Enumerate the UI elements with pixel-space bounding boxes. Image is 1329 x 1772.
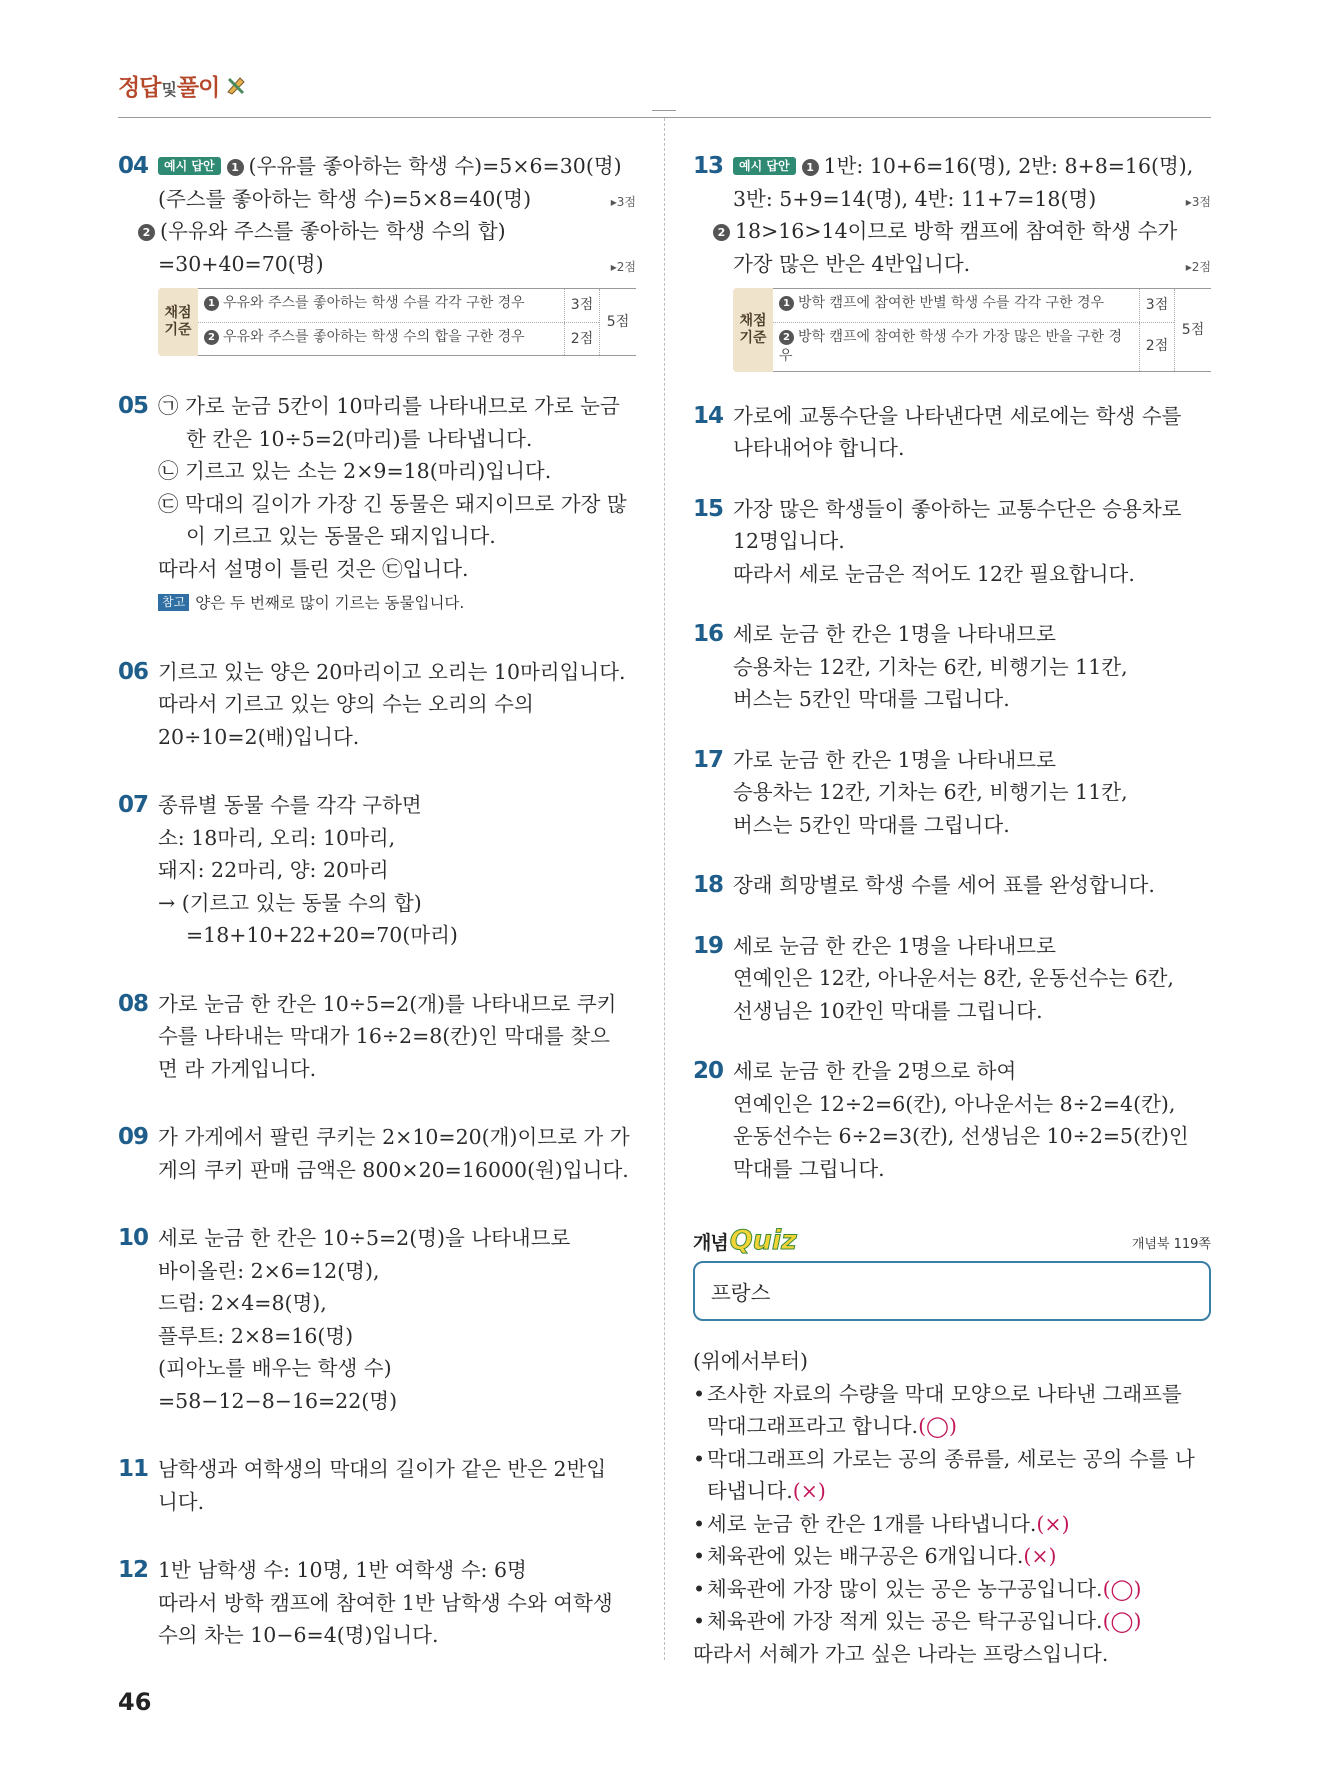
text-line: 체육관에 가장 많이 있는 공은 농구공입니다. bbox=[707, 1576, 1103, 1601]
text-line: 가 가게에서 팔린 쿠키는 2×10=20(개)이므로 가 가 bbox=[158, 1125, 630, 1149]
question-number: 10 bbox=[118, 1225, 149, 1251]
text-line: ㉢ 막대의 길이가 가장 긴 동물은 돼지이므로 가장 많 bbox=[158, 491, 627, 516]
text-line: 3반: 5+9=14(명), 4반: 11+7=18(명) bbox=[733, 186, 1097, 211]
quiz-answer-box bbox=[693, 1261, 1211, 1321]
answer-04 bbox=[118, 150, 636, 356]
text-line: 가로 눈금 한 칸은 10÷5=2(개)를 나타내므로 쿠키 bbox=[158, 991, 617, 1016]
question-number: 08 bbox=[118, 990, 149, 1017]
text-line: 게의 쿠키 판매 금액은 800×20=16000(원)입니다. bbox=[158, 1157, 629, 1182]
pencil-ruler-icon bbox=[225, 73, 249, 97]
text-line: 니다. bbox=[158, 1489, 205, 1514]
criteria-points: 2점 bbox=[1139, 323, 1174, 371]
correct-mark: (◯) bbox=[918, 1414, 958, 1438]
wrong-mark: (×) bbox=[1023, 1544, 1057, 1568]
criteria-text: 우유와 주스를 좋아하는 학생 수의 합을 구한 경우 bbox=[223, 328, 525, 345]
text-line: → (기르고 있는 동물 수의 합) bbox=[158, 890, 422, 915]
question-number: 13 bbox=[693, 153, 724, 179]
text-line: 타냅니다. bbox=[707, 1479, 793, 1503]
text-line: 종류별 동물 수를 각각 구하면 bbox=[158, 793, 422, 817]
step-2-marker: 2 bbox=[138, 224, 155, 241]
text-line: 막대그래프라고 합니다. bbox=[707, 1414, 919, 1438]
text-line: 플루트: 2×8=16(명) bbox=[158, 1323, 354, 1348]
text-line: 따라서 방학 캠프에 참여한 1반 남학생 수와 여학생 bbox=[158, 1590, 613, 1615]
text-line: 바이올린: 2×6=12(명), bbox=[158, 1258, 380, 1283]
criteria-label: 채점 기준 bbox=[733, 288, 773, 372]
quiz-logo-english: Quiz bbox=[729, 1225, 797, 1256]
text-line: 드럼: 2×4=8(명), bbox=[158, 1291, 327, 1315]
text-line: 나타내어야 합니다. bbox=[733, 436, 905, 460]
correct-mark: (◯) bbox=[1102, 1576, 1142, 1601]
brand-part-1: 정답 bbox=[118, 74, 161, 101]
text-line: 막대그래프의 가로는 공의 종류를, 세로는 공의 수를 나 bbox=[707, 1446, 1195, 1471]
text-line: 수의 차는 10−6=4(명)입니다. bbox=[158, 1623, 439, 1647]
question-number: 06 bbox=[118, 658, 149, 685]
text-line: 장래 희망별로 학생 수를 세어 표를 완성합니다. bbox=[733, 873, 1155, 897]
text-line: 연예인은 12칸, 아나운서는 8칸, 운동선수는 6칸, bbox=[733, 966, 1174, 990]
text-line: 돼지: 22마리, 양: 20마리 bbox=[158, 858, 389, 882]
text-line: (우유와 주스를 좋아하는 학생 수의 합) bbox=[160, 219, 506, 243]
question-number: 16 bbox=[693, 621, 724, 647]
answer-20 bbox=[693, 1055, 1211, 1185]
question-number: 11 bbox=[118, 1456, 149, 1482]
text-line: 1반 남학생 수: 10명, 1반 여학생 수: 6명 bbox=[158, 1558, 527, 1582]
text-line: 1반: 10+6=16(명), 2반: 8+8=16(명), bbox=[823, 154, 1194, 178]
answer-18 bbox=[693, 869, 1211, 902]
text-line: 수를 나타내는 막대가 16÷2=8(칸)인 막대를 찾으 bbox=[158, 1024, 610, 1048]
text-line: 가장 많은 반은 4반입니다. bbox=[733, 251, 971, 276]
wrong-mark: (×) bbox=[1036, 1511, 1070, 1536]
quiz-explanation bbox=[693, 1345, 1211, 1670]
text-line: (주스를 좋아하는 학생 수)=5×8=40(명) bbox=[158, 186, 532, 211]
text-line: 선생님은 10칸인 막대를 그립니다. bbox=[733, 998, 1043, 1023]
quiz-bullet bbox=[693, 1443, 1211, 1476]
text-line: 연예인은 12÷2=6(칸), 아나운서는 8÷2=4(칸), bbox=[733, 1091, 1176, 1116]
answer-12 bbox=[118, 1554, 636, 1652]
text-line: ㉡ 기르고 있는 소는 2×9=18(마리)입니다. bbox=[158, 459, 552, 483]
question-number: 09 bbox=[118, 1124, 149, 1150]
text-line: 한 칸은 10÷5=2(마리)를 나타냅니다. bbox=[186, 426, 533, 451]
answer-08 bbox=[118, 988, 636, 1086]
text-line: 면 라 가게입니다. bbox=[158, 1056, 317, 1081]
example-answer-tag: 예시 답안 bbox=[733, 157, 796, 175]
points-label: ▸2점 bbox=[1185, 259, 1211, 274]
quiz-logo bbox=[693, 1225, 797, 1256]
answer-11 bbox=[118, 1453, 636, 1518]
text-line: 20÷10=2(배)입니다. bbox=[158, 724, 360, 749]
text-line: (위에서부터) bbox=[693, 1349, 809, 1373]
scoring-criteria-table: 채점 기준 1 방학 캠프에 참여한 반별 학생 수를 각각 구한 경우 3점 2 방학 캠프에 참여한 학생 수가 가장 많은 반을 구한 경우 2점 5점 bbox=[733, 288, 1211, 372]
text-line: 가로에 교통수단을 나타낸다면 세로에는 학생 수를 bbox=[733, 403, 1182, 428]
page-number: 46 bbox=[118, 1688, 152, 1716]
quiz-page-reference: 개념북 119쪽 bbox=[1131, 1237, 1211, 1252]
text-line: 따라서 설명이 틀린 것은 ㉢입니다. bbox=[158, 556, 469, 581]
text-line: ㉠ 가로 눈금 5칸이 10마리를 나타내므로 가로 눈금 bbox=[158, 394, 620, 418]
criteria-total: 5점 bbox=[1174, 289, 1211, 371]
text-line: (우유를 좋아하는 학생 수)=5×6=30(명) bbox=[248, 154, 622, 178]
text-line: 따라서 서혜가 가고 싶은 나라는 프랑스입니다. bbox=[693, 1641, 1109, 1666]
points-label: ▸3점 bbox=[1185, 194, 1211, 209]
text-line: 승용차는 12칸, 기차는 6칸, 비행기는 11칸, bbox=[733, 654, 1128, 679]
points-label: ▸3점 bbox=[610, 194, 636, 209]
text-line: 남학생과 여학생의 막대의 길이가 같은 반은 2반입 bbox=[158, 1457, 607, 1481]
quiz-bullet bbox=[693, 1378, 1211, 1411]
text-line: 가장 많은 학생들이 좋아하는 교통수단은 승용차로 bbox=[733, 496, 1182, 521]
text-line: =18+10+22+20=70(마리) bbox=[186, 923, 458, 947]
brand-part-3: 풀이 bbox=[176, 74, 220, 101]
criteria-points: 2점 bbox=[564, 323, 599, 356]
criteria-text: 우유와 주스를 좋아하는 학생 수를 각각 구한 경우 bbox=[223, 295, 525, 311]
answer-17 bbox=[693, 744, 1211, 842]
brand-title bbox=[118, 69, 219, 102]
answer-16 bbox=[693, 618, 1211, 716]
text-line: 세로 눈금 한 칸은 1명을 나타내므로 bbox=[733, 933, 1056, 958]
answer-05 bbox=[118, 390, 636, 620]
text-line: =30+40=70(명) bbox=[158, 251, 324, 276]
question-number: 14 bbox=[693, 402, 724, 429]
right-column bbox=[693, 150, 1211, 1670]
column-divider bbox=[664, 118, 665, 1660]
correct-mark: (◯) bbox=[1102, 1609, 1142, 1633]
answer-15 bbox=[693, 493, 1211, 591]
step-1-marker: 1 bbox=[802, 159, 819, 176]
text-line: 막대를 그립니다. bbox=[733, 1156, 885, 1181]
criteria-points: 3점 bbox=[564, 289, 599, 322]
question-number: 18 bbox=[693, 872, 724, 898]
question-number: 04 bbox=[118, 153, 149, 179]
question-number: 07 bbox=[118, 792, 149, 818]
text-line: 세로 눈금 한 칸은 1개를 나타냅니다. bbox=[707, 1511, 1037, 1536]
step-1-marker: 1 bbox=[227, 159, 244, 176]
text-line: 조사한 자료의 수량을 막대 모양으로 나타낸 그래프를 bbox=[707, 1381, 1182, 1406]
note-text: 양은 두 번째로 많이 기르는 동물입니다. bbox=[195, 594, 465, 612]
answer-14 bbox=[693, 400, 1211, 465]
question-number: 15 bbox=[693, 495, 724, 522]
brand-part-2: 및 bbox=[161, 79, 176, 99]
criteria-points: 3점 bbox=[1139, 289, 1174, 322]
criteria-text: 방학 캠프에 참여한 반별 학생 수를 각각 구한 경우 bbox=[798, 295, 1105, 311]
points-label: ▸2점 bbox=[610, 259, 636, 274]
text-line: 따라서 기르고 있는 양의 수는 오리의 수의 bbox=[158, 692, 534, 716]
page-header bbox=[118, 68, 249, 102]
quiz-bullet bbox=[693, 1508, 1211, 1541]
wrong-mark: (×) bbox=[792, 1479, 826, 1503]
text-line: 기르고 있는 양은 20마리이고 오리는 10마리입니다. bbox=[158, 659, 626, 684]
text-line: 세로 눈금 한 칸은 1명을 나타내므로 bbox=[733, 622, 1056, 646]
question-number: 05 bbox=[118, 393, 149, 419]
text-line: 승용차는 12칸, 기차는 6칸, 비행기는 11칸, bbox=[733, 780, 1128, 804]
question-number: 19 bbox=[693, 932, 724, 959]
text-line: 세로 눈금 한 칸을 2명으로 하여 bbox=[733, 1059, 1017, 1083]
text-line: (피아노를 배우는 학생 수) bbox=[158, 1356, 392, 1380]
answer-19 bbox=[693, 930, 1211, 1028]
text-line: 세로 눈금 한 칸은 10÷5=2(명)을 나타내므로 bbox=[158, 1226, 571, 1250]
question-number: 12 bbox=[118, 1557, 149, 1583]
quiz-answer: 프랑스 bbox=[711, 1281, 771, 1305]
criteria-total: 5점 bbox=[599, 289, 636, 355]
scoring-criteria-table: 채점 기준 1 우유와 주스를 좋아하는 학생 수를 각각 구한 경우 3점 2 우유와 주스를 좋아하는 학생 수의 합을 구한 경우 2점 5점 bbox=[158, 288, 636, 356]
text-line: 가로 눈금 한 칸은 1명을 나타내므로 bbox=[733, 747, 1056, 772]
answer-09 bbox=[118, 1121, 636, 1186]
text-line: 소: 18마리, 오리: 10마리, bbox=[158, 825, 396, 850]
example-answer-tag: 예시 답안 bbox=[158, 157, 221, 175]
criteria-text: 방학 캠프에 참여한 학생 수가 가장 많은 반을 구한 경우 bbox=[779, 328, 1123, 364]
answer-07 bbox=[118, 789, 636, 952]
text-line: 버스는 5칸인 막대를 그립니다. bbox=[733, 687, 1010, 711]
text-line: 18>16>14이므로 방학 캠프에 참여한 학생 수가 bbox=[735, 219, 1178, 243]
answer-10 bbox=[118, 1222, 636, 1417]
text-line: 체육관에 가장 적게 있는 공은 탁구공입니다. bbox=[707, 1609, 1103, 1633]
quiz-bullet bbox=[693, 1540, 1211, 1573]
quiz-logo-korean: 개념 bbox=[693, 1232, 728, 1254]
reference-tag: 참고 bbox=[158, 594, 189, 611]
step-2-marker: 2 bbox=[713, 224, 730, 241]
concept-quiz bbox=[693, 1225, 1211, 1670]
question-number: 17 bbox=[693, 746, 724, 773]
criteria-label: 채점 기준 bbox=[158, 288, 198, 356]
question-number: 20 bbox=[693, 1058, 724, 1084]
text-line: 따라서 세로 눈금은 적어도 12칸 필요합니다. bbox=[733, 561, 1135, 586]
left-column bbox=[118, 150, 636, 1680]
text-line: 12명입니다. bbox=[733, 529, 845, 553]
text-line: 체육관에 있는 배구공은 6개입니다. bbox=[707, 1544, 1024, 1568]
answer-13 bbox=[693, 150, 1211, 372]
text-line: 이 기르고 있는 동물은 돼지입니다. bbox=[186, 524, 496, 548]
text-line: 운동선수는 6÷2=3(칸), 선생님은 10÷2=5(칸)인 bbox=[733, 1124, 1189, 1148]
text-line: =58−12−8−16=22(명) bbox=[158, 1388, 398, 1413]
text-line: 버스는 5칸인 막대를 그립니다. bbox=[733, 812, 1010, 837]
quiz-bullet bbox=[693, 1605, 1211, 1638]
answer-06 bbox=[118, 656, 636, 754]
quiz-bullet bbox=[693, 1573, 1211, 1606]
